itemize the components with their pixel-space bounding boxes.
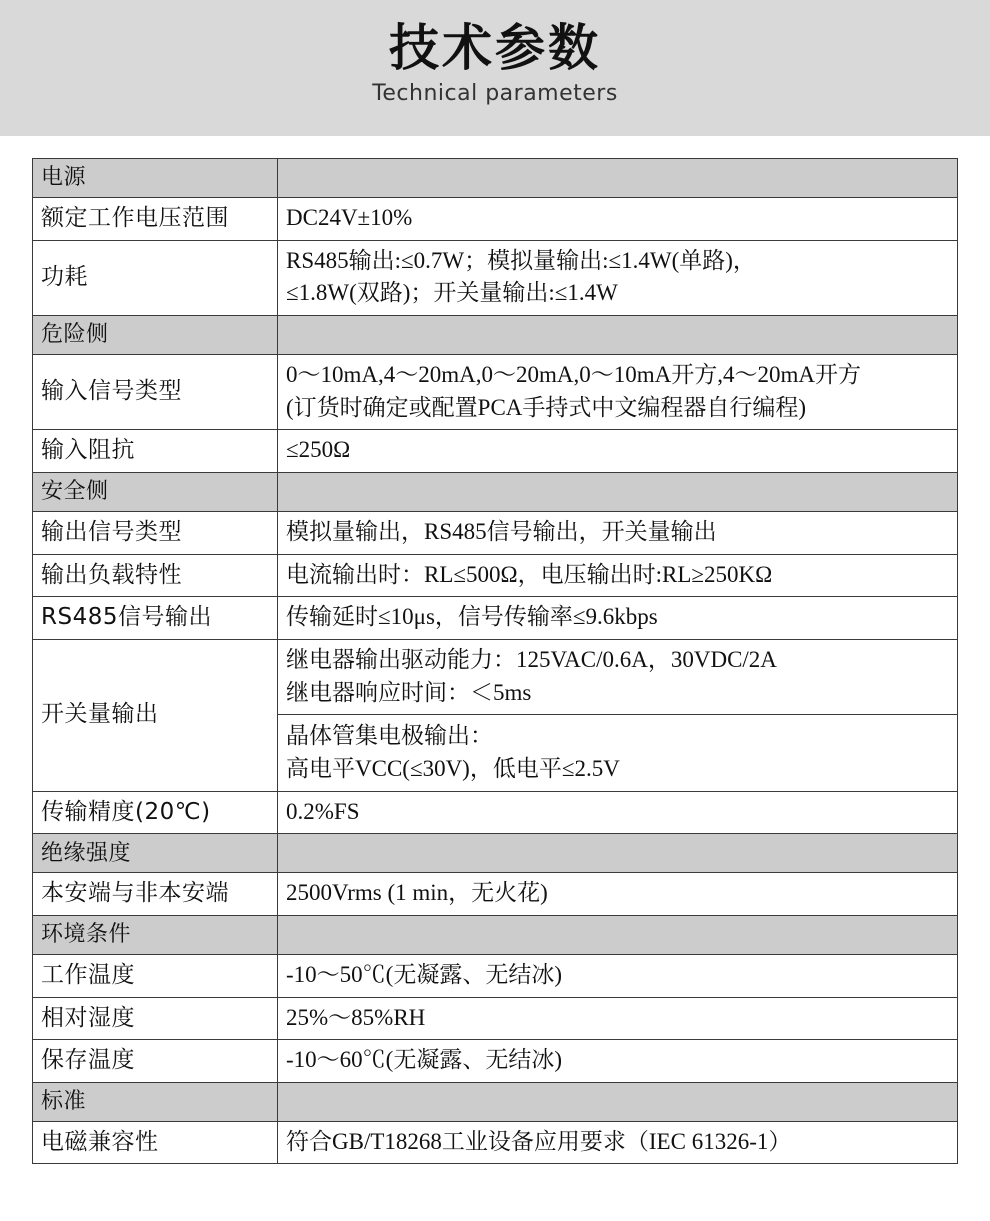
table-section-row — [33, 834, 958, 873]
table-row — [33, 354, 958, 429]
row-value-line: 0～10mA,4～20mA,0～20mA,0～10mA开方,4～20mA开方 — [286, 361, 861, 387]
row-value-line: 传输延时≤10μs，信号传输率≤9.6kbps — [286, 604, 658, 630]
page-header — [0, 0, 990, 136]
row-label: 开关量输出 — [33, 639, 278, 791]
technical-parameters-table — [32, 158, 958, 1164]
table-row — [33, 997, 958, 1040]
table-row — [33, 240, 958, 315]
row-value — [278, 873, 958, 916]
row-value — [278, 834, 958, 873]
row-value-line: 高电平VCC(≤30V)，低电平≤2.5V — [286, 755, 620, 781]
row-label: 输出负载特性 — [33, 554, 278, 597]
row-value — [278, 430, 958, 473]
row-value — [278, 511, 958, 554]
row-label: 电源 — [33, 159, 278, 198]
row-label: 功耗 — [33, 240, 278, 315]
row-label: 保存温度 — [33, 1040, 278, 1083]
row-value-line: 继电器响应时间：＜5ms — [286, 679, 532, 705]
page-subtitle: Technical parameters — [372, 80, 618, 106]
table-section-row — [33, 1082, 958, 1121]
row-value — [278, 554, 958, 597]
row-label: 相对湿度 — [33, 997, 278, 1040]
table-row — [33, 198, 958, 241]
row-value — [278, 1040, 958, 1083]
table-section-row — [33, 315, 958, 354]
row-value — [278, 198, 958, 241]
row-value — [278, 315, 958, 354]
row-label: 环境条件 — [33, 915, 278, 954]
table-row — [33, 873, 958, 916]
row-value-line: 晶体管集电极输出： — [278, 714, 957, 753]
row-label: 本安端与非本安端 — [33, 873, 278, 916]
row-value — [278, 240, 958, 315]
row-value-line: -10～60℃(无凝露、无结冰) — [286, 1047, 562, 1073]
page-title: 技术参数 — [389, 19, 601, 77]
row-label: 额定工作电压范围 — [33, 198, 278, 241]
row-value-line: DC24V±10% — [286, 205, 413, 230]
row-value — [278, 997, 958, 1040]
table-row — [33, 791, 958, 834]
row-label: 输入信号类型 — [33, 354, 278, 429]
row-value — [278, 159, 958, 198]
spec-table-body — [33, 159, 958, 1164]
row-value — [278, 354, 958, 429]
row-label: 绝缘强度 — [33, 834, 278, 873]
row-value — [278, 791, 958, 834]
row-value-line: 继电器输出驱动能力：125VAC/0.6A，30VDC/2A — [286, 646, 777, 672]
row-value-line: 模拟量输出，RS485信号输出，开关量输出 — [286, 518, 717, 544]
row-label: 危险侧 — [33, 315, 278, 354]
row-value-line: (订货时确定或配置PCA手持式中文编程器自行编程) — [286, 394, 807, 420]
row-value-line: RS485输出:≤0.7W；模拟量输出:≤1.4W(单路)， — [286, 247, 756, 273]
row-label: 标准 — [33, 1082, 278, 1121]
table-row — [33, 597, 958, 640]
row-value-line: 25%～85%RH — [286, 1004, 426, 1030]
row-value — [278, 472, 958, 511]
table-row — [33, 1040, 958, 1083]
table-section-row — [33, 472, 958, 511]
row-label: RS485信号输出 — [33, 597, 278, 640]
spec-table-wrapper — [0, 136, 990, 1164]
row-label: 输出信号类型 — [33, 511, 278, 554]
table-row — [33, 954, 958, 997]
row-value-line: -10～50℃(无凝露、无结冰) — [286, 961, 562, 987]
row-value — [278, 1082, 958, 1121]
table-row — [33, 639, 958, 791]
row-label: 输入阻抗 — [33, 430, 278, 473]
row-value — [278, 639, 958, 791]
row-value-line: 电流输出时：RL≤500Ω，电压输出时:RL≥250KΩ — [286, 561, 773, 587]
table-section-row — [33, 915, 958, 954]
row-value-line: 0.2%FS — [286, 798, 360, 824]
row-value — [278, 1121, 958, 1164]
table-row — [33, 511, 958, 554]
row-label: 安全侧 — [33, 472, 278, 511]
table-row — [33, 554, 958, 597]
row-label: 电磁兼容性 — [33, 1121, 278, 1164]
table-section-row — [33, 159, 958, 198]
table-row — [33, 430, 958, 473]
row-value-line: 符合GB/T18268工业设备应用要求（IEC 61326-1） — [286, 1128, 792, 1154]
table-row — [33, 1121, 958, 1164]
row-label: 传输精度(20℃) — [33, 791, 278, 834]
row-value-line: ≤250Ω — [286, 437, 351, 463]
row-value — [278, 915, 958, 954]
row-label: 工作温度 — [33, 954, 278, 997]
row-value — [278, 954, 958, 997]
row-value — [278, 597, 958, 640]
row-value-line: 2500Vrms (1 min，无火花) — [286, 880, 548, 906]
row-value-line: ≤1.8W(双路)；开关量输出:≤1.4W — [286, 280, 618, 306]
